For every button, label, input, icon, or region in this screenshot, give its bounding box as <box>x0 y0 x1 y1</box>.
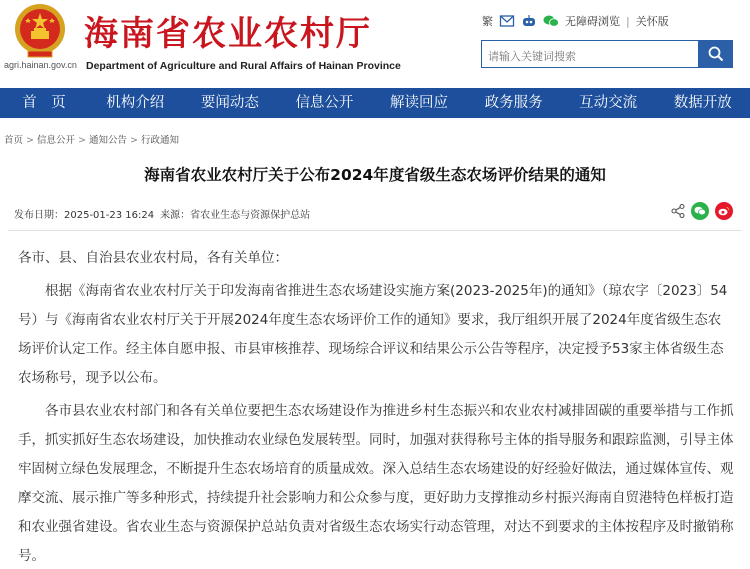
article-title: 海南省农业农村厅关于公布2024年度省级生态农场评价结果的通知 <box>144 166 606 184</box>
top-links <box>482 13 669 29</box>
breadcrumb-admin-notices[interactable]: 行政通知 <box>140 135 179 146</box>
site-title[interactable]: 海南省农业农村厅 <box>84 14 372 54</box>
source-label: 来源： <box>160 210 191 221</box>
weibo-share-button[interactable] <box>715 202 733 220</box>
care-mode-link[interactable]: 关怀版 <box>635 15 669 28</box>
site-header <box>0 0 750 88</box>
salutation: 各市、县、自治县农业农村局，各有关单位： <box>18 250 288 266</box>
site-domain: agri.hainan.gov.cn <box>4 60 77 70</box>
search-icon <box>708 46 724 62</box>
traditional-chinese-link[interactable]: 繁 <box>482 15 493 28</box>
nav-item-about[interactable]: 机构介绍 <box>106 95 165 111</box>
nav-item-home[interactable]: 首 页 <box>22 95 66 111</box>
publish-date: 2025-01-23 16:24 <box>64 210 155 221</box>
accessibility-link[interactable]: 无障碍浏览 <box>565 15 620 28</box>
wechat-icon <box>694 206 706 216</box>
breadcrumb-arrow: > <box>26 135 34 146</box>
nav-item-interaction[interactable]: 互动交流 <box>579 95 638 111</box>
breadcrumb-arrow: > <box>129 135 138 146</box>
weibo-icon <box>718 206 730 216</box>
separator: | <box>626 14 630 28</box>
breadcrumb <box>4 132 179 146</box>
wechat-icon[interactable] <box>543 14 559 28</box>
mail-icon[interactable] <box>499 14 515 28</box>
breadcrumb-notices[interactable]: 通知公告 <box>88 135 127 146</box>
site-subtitle: Department of Agriculture and Rural Affairs of Hainan Province <box>86 60 401 72</box>
share-bar <box>671 202 733 220</box>
breadcrumb-disclosure[interactable]: 信息公开 <box>36 135 75 146</box>
paragraph: 根据《海南省农业农村厅关于印发海南省推进生态农场建设实施方案(2023-2025年)的通知》（琼农字〔2023〕54号）与《海南省农业农村厅关于开展2024年度生态农场评价工作的通知》要求，我厅组织开展了2024年度省级生态农场评价认定工作。经主体自愿申报、市县审核推荐、现场综合评议和结果公示公告等程序，决定授予53家主体省级生态农场称号，现予以公布。 <box>18 283 728 386</box>
nav-item-interpretation[interactable]: 解读回应 <box>390 95 449 111</box>
national-emblem-icon <box>8 2 72 60</box>
breadcrumb-arrow: > <box>78 135 86 146</box>
article-body <box>18 244 734 569</box>
breadcrumb-home[interactable]: 首页 <box>4 135 24 146</box>
divider <box>8 230 742 231</box>
nav-item-news[interactable]: 要闻动态 <box>200 95 259 111</box>
main-nav <box>0 88 750 118</box>
article-meta <box>14 206 310 221</box>
search-button[interactable] <box>699 40 733 68</box>
robot-icon[interactable] <box>521 14 537 28</box>
search-input[interactable]: 请输入关键词搜索 <box>481 40 699 68</box>
nav-item-services[interactable]: 政务服务 <box>484 95 543 111</box>
nav-item-disclosure[interactable]: 信息公开 <box>295 95 354 111</box>
date-label: 发布日期： <box>14 210 64 221</box>
share-icon[interactable] <box>671 204 685 218</box>
paragraph: 各市县农业农村部门和各有关单位要把生态农场建设作为推进乡村生态振兴和农业农村减排固碳的重要举措与工作抓手，抓实抓好生态农场建设，加快推动农业绿色发展转型。同时，加强对获得称号主体的指导服务和跟踪监测，引导主体牢固树立绿色发展理念，不断提升生态农场培育的质量成效。深入总结生态农场建设的好经验好做法，通过媒体宣传、观摩交流、展示推广等多种形式，持续提升社会影响力和公众参与度，更好助力支撑推动乡村振兴海南自贸港特色样板打造和农业强省建设。省农业生态与资源保护总站负责对省级生态农场实行动态管理，对达不到要求的主体按程序及时撤销称号。 <box>18 403 734 564</box>
article-source: 省农业生态与资源保护总站 <box>190 210 311 221</box>
wechat-share-button[interactable] <box>691 202 709 220</box>
nav-item-open-data[interactable]: 数据开放 <box>673 95 732 111</box>
